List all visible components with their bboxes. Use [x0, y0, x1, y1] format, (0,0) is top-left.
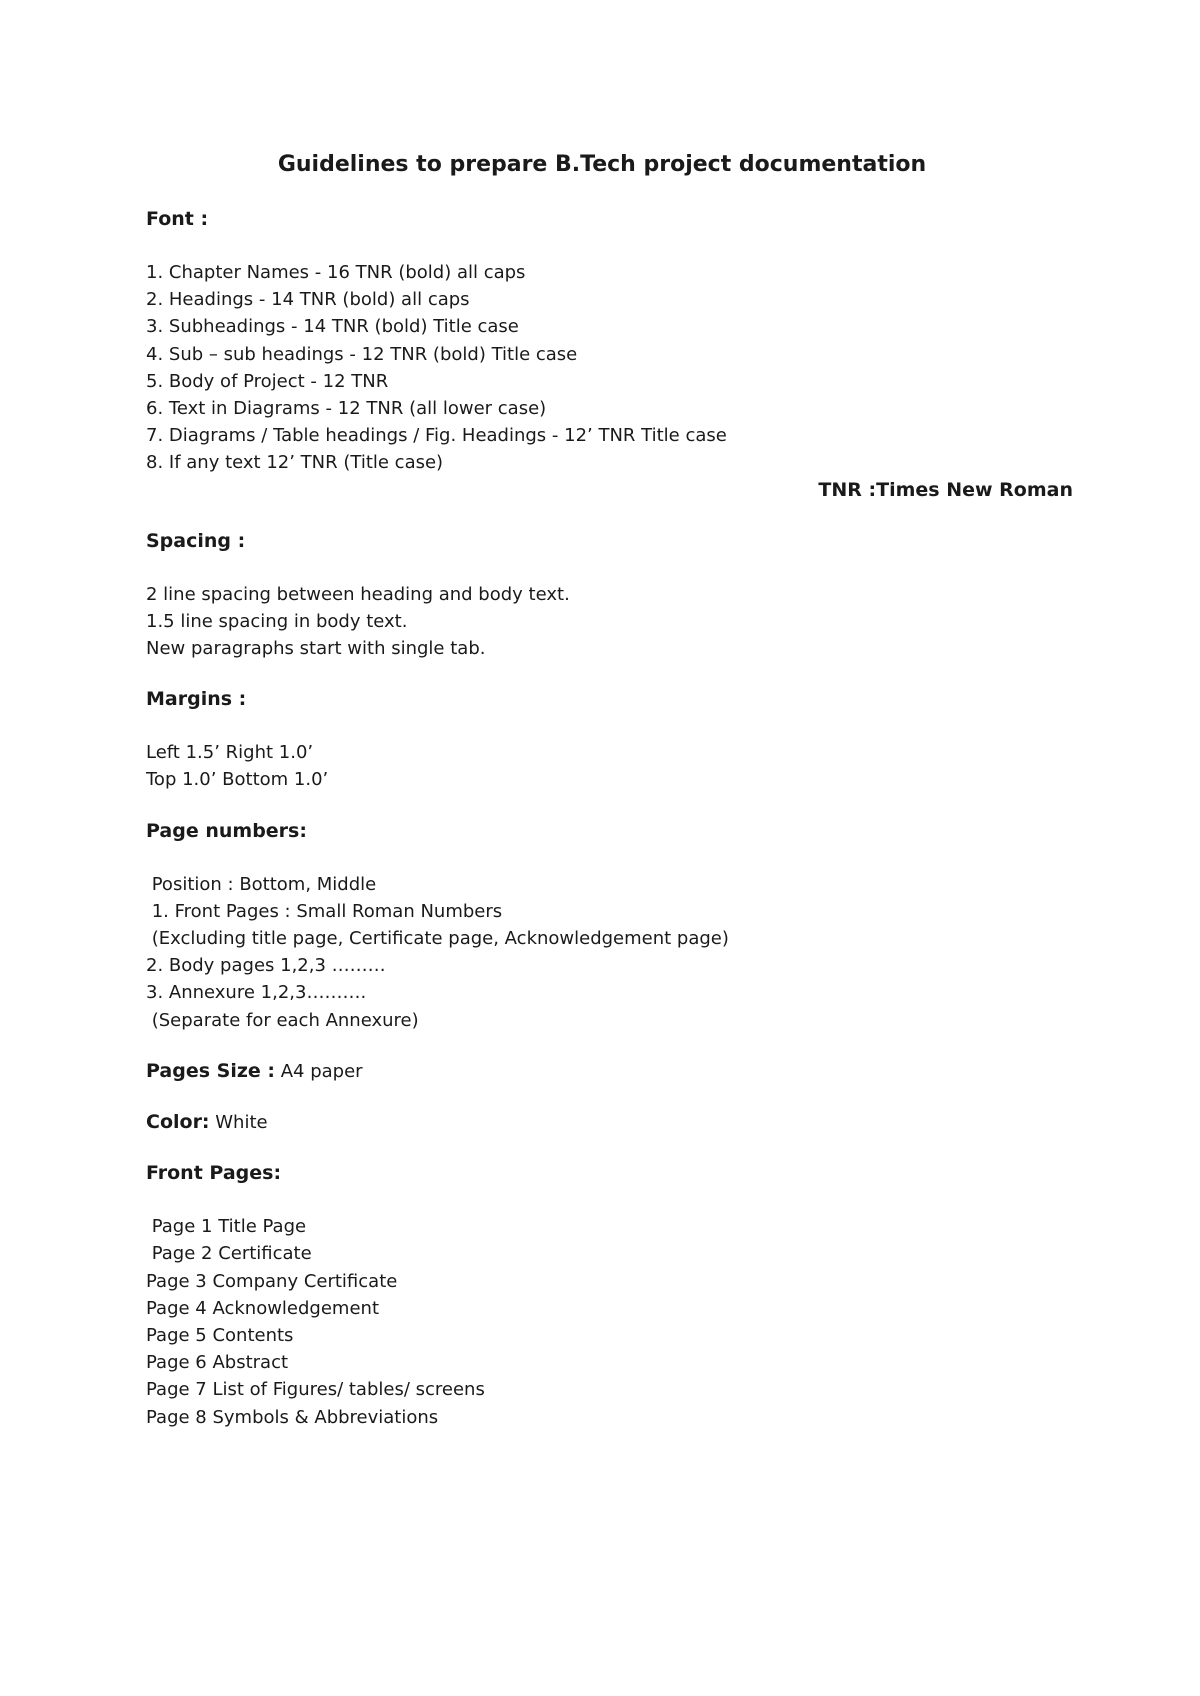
spacing-heading: Spacing :: [146, 529, 246, 552]
page-size-row: [146, 1058, 1066, 1085]
font-item: 5. Body of Project - 12 TNR: [146, 370, 389, 392]
color-row: [146, 1109, 1066, 1136]
font-item: 4. Sub – sub headings - 12 TNR (bold) Title case: [146, 343, 578, 365]
spacing-list: [146, 581, 1066, 663]
page-size-value: A4 paper: [275, 1060, 363, 1082]
front-pages-item: Page 6 Abstract: [146, 1352, 289, 1374]
color-label: Color:: [146, 1111, 210, 1134]
tnr-note: TNR :Times New Roman: [818, 478, 1073, 501]
document-content: [146, 140, 1073, 1431]
spacing-item: 2 line spacing between heading and body text.: [146, 583, 570, 605]
front-pages-heading: Front Pages:: [146, 1162, 282, 1185]
page-numbers-item: 1. Front Pages : Small Roman Numbers: [146, 900, 503, 922]
front-pages-item: Page 4 Acknowledgement: [146, 1297, 380, 1319]
font-item: 2. Headings - 14 TNR (bold) all caps: [146, 289, 470, 311]
margins-list: [146, 739, 1066, 793]
page-numbers-item: (Separate for each Annexure): [146, 1009, 419, 1031]
spacing-item: New paragraphs start with single tab.: [146, 638, 486, 660]
front-pages-item: Page 8 Symbols & Abbreviations: [146, 1406, 439, 1428]
font-item: 6. Text in Diagrams - 12 TNR (all lower case): [146, 398, 547, 420]
front-pages-item: Page 1 Title Page: [146, 1216, 307, 1238]
margins-item: Left 1.5’ Right 1.0’: [146, 742, 314, 764]
color-value: White: [209, 1112, 268, 1134]
front-pages-item: Page 3 Company Certificate: [146, 1270, 398, 1292]
page-numbers-heading: Page numbers:: [146, 819, 307, 842]
font-item: 7. Diagrams / Table headings / Fig. Headings - 12’ TNR Title case: [146, 425, 727, 447]
page-numbers-item: (Excluding title page, Certificate page, Acknowledgement page): [146, 928, 729, 950]
front-pages-item: Page 5 Contents: [146, 1325, 294, 1347]
page-numbers-item: 3. Annexure 1,2,3……….: [146, 982, 367, 1004]
page-numbers-item: Position : Bottom, Middle: [146, 873, 377, 895]
page-numbers-list: [146, 871, 1066, 1034]
front-pages-item: Page 7 List of Figures/ tables/ screens: [146, 1379, 485, 1401]
font-item: 3. Subheadings - 14 TNR (bold) Title case: [146, 316, 519, 338]
font-item: 1. Chapter Names - 16 TNR (bold) all caps: [146, 262, 526, 283]
margins-item: Top 1.0’ Bottom 1.0’: [146, 769, 329, 791]
front-pages-list: [146, 1213, 1066, 1431]
page-size-label: Pages Size :: [146, 1059, 276, 1082]
margins-heading: Margins :: [146, 688, 247, 711]
page-numbers-item: 2. Body pages 1,2,3 ………: [146, 955, 386, 977]
font-item: 8. If any text 12’ TNR (Title case): [146, 452, 444, 474]
document-title: Guidelines to prepare B.Tech project documentation: [277, 152, 927, 177]
front-pages-item: Page 2 Certificate: [146, 1243, 312, 1265]
font-list: [146, 259, 1066, 477]
spacing-item: 1.5 line spacing in body text.: [146, 610, 408, 632]
font-heading: Font :: [146, 208, 209, 230]
